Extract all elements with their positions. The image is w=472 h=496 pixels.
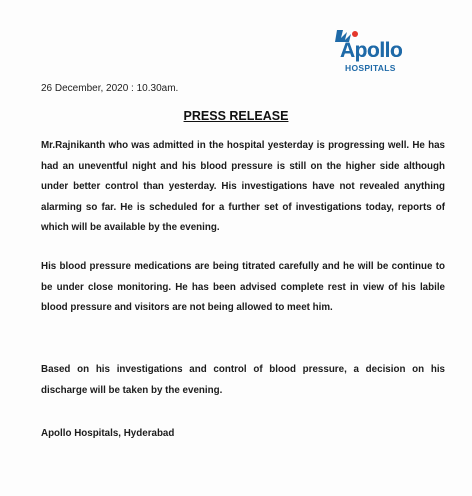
signature: Apollo Hospitals, Hyderabad	[41, 428, 175, 439]
paragraph-medication: His blood pressure medications are being titrated carefully and he will be continue to be under close monitoring. He has been advised complete rest in view of his labile blood pressure and visitors are not being allowed to meet him.	[41, 261, 445, 313]
logo-subtitle: HOSPITALS	[345, 63, 396, 73]
paragraph-discharge: Based on his investigations and control of blood pressure, a decision on his discharge will be taken by the evening.	[41, 364, 445, 396]
apollo-hospitals-logo	[331, 28, 451, 74]
release-date: 26 December, 2020 : 10.30am.	[41, 83, 179, 94]
logo-name: Apollo	[340, 39, 403, 62]
press-release-title: PRESS RELEASE	[183, 109, 289, 123]
paragraph-progress: Mr.Rajnikanth who was admitted in the hospital yesterday is progressing well. He has had an uneventful night and his blood pressure is still on the higher side although under better control than yesterday. His investigations have not revealed anything alarming so far. He is scheduled for a further set of investigations today, reports of which will be available by the evening.	[41, 140, 445, 233]
